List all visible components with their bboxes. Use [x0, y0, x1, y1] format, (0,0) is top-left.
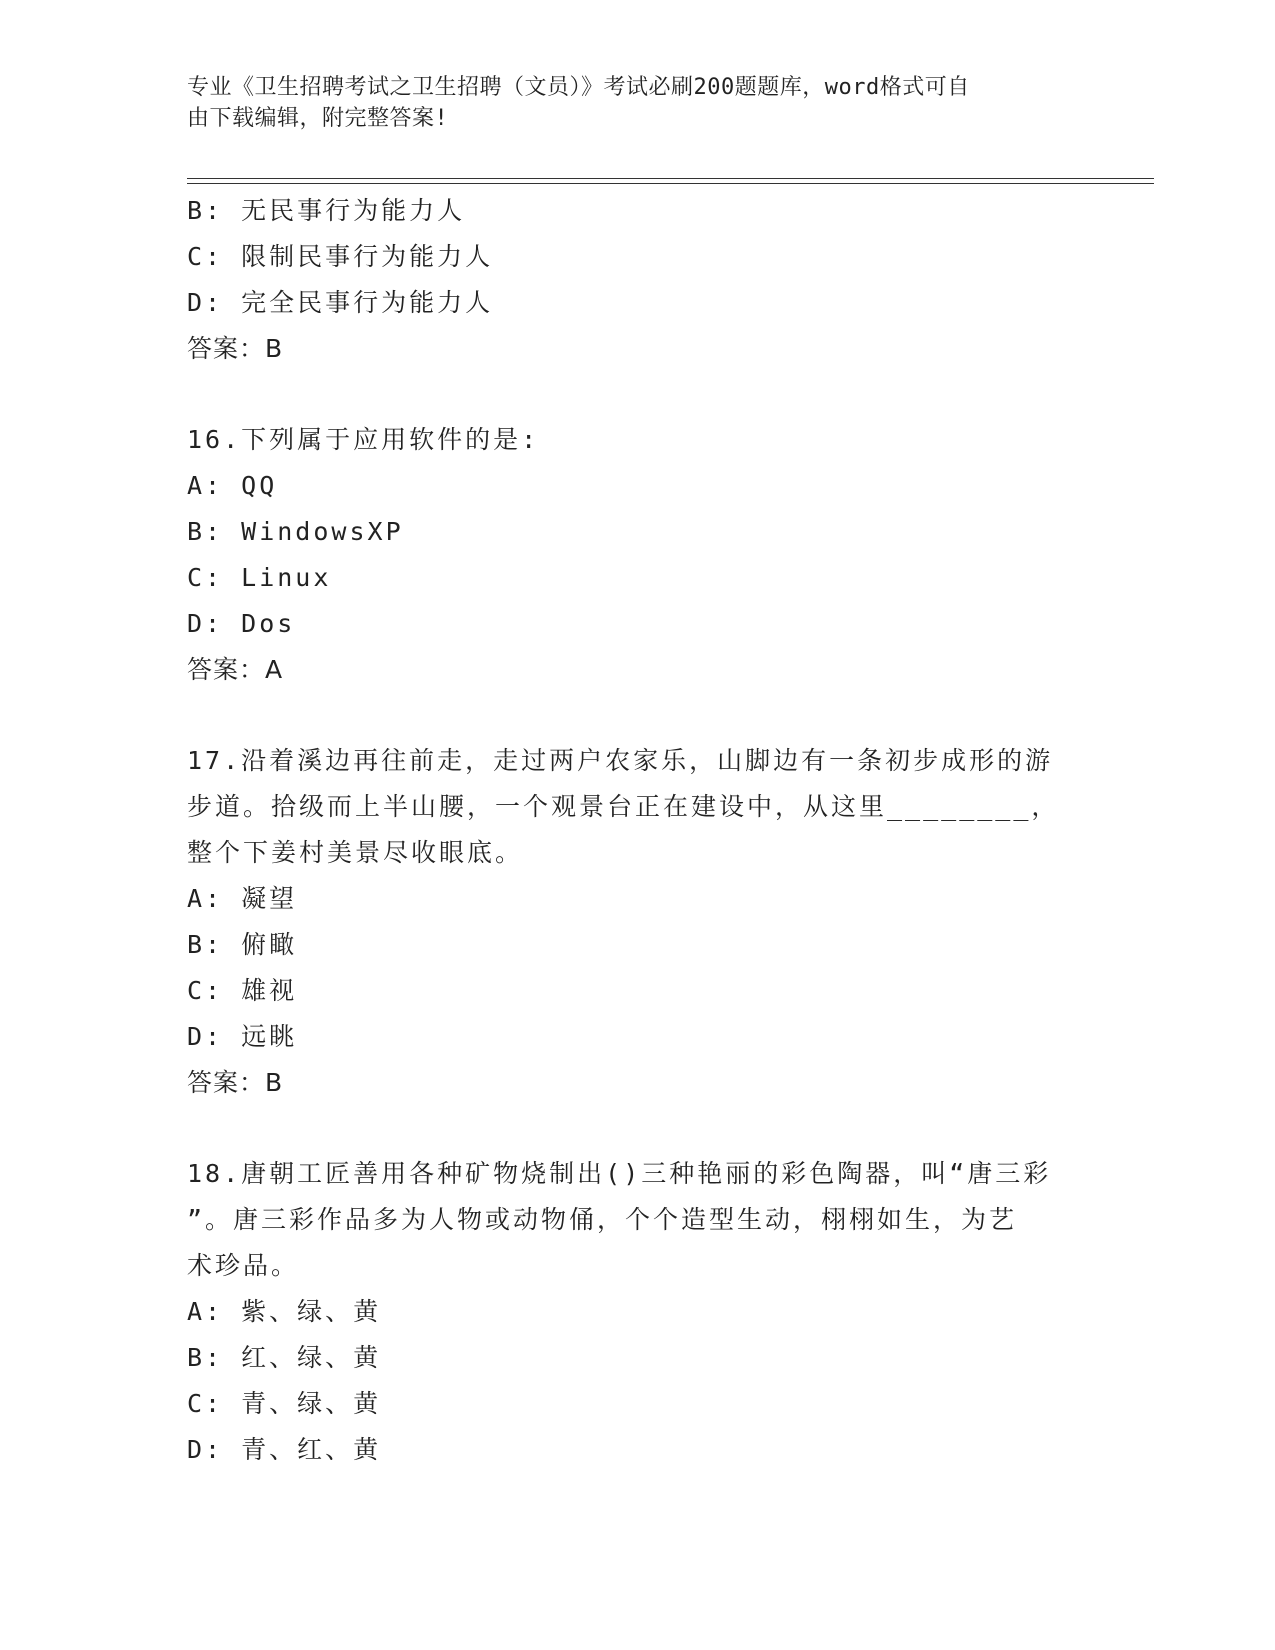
header-line-2: 由下载编辑，附完整答案! [187, 106, 449, 131]
option-b: B: 俯瞰 [187, 930, 298, 959]
option-d: D: Dos [187, 609, 296, 638]
option-c: C: Linux [187, 563, 332, 592]
question-text-line-2: 步道。拾级而上半山腰，一个观景台正在建设中，从这里________， [187, 792, 1060, 821]
answer-line: 答案：A [187, 655, 284, 684]
option-c: C: 雄视 [187, 976, 298, 1005]
option-a: A: QQ [187, 471, 278, 500]
question-text-line-1: 17.沿着溪边再往前走，走过两户农家乐，山脚边有一条初步成形的游 [187, 746, 1054, 775]
option-b: B: WindowsXP [187, 517, 404, 546]
option-d: D: 远眺 [187, 1022, 298, 1051]
header-divider-top [187, 178, 1154, 179]
spacer [187, 372, 1087, 417]
option-a: A: 凝望 [187, 884, 298, 913]
answer-line: 答案：B [187, 334, 284, 363]
option-b: B: 红、绿、黄 [187, 1343, 382, 1372]
option-b: B: 无民事行为能力人 [187, 196, 466, 225]
question-list [187, 188, 1087, 1473]
question-18 [187, 1151, 1087, 1473]
answer-line: 答案：B [187, 1068, 284, 1097]
question-17 [187, 738, 1087, 1106]
option-c: C: 青、绿、黄 [187, 1389, 382, 1418]
option-a: A: 紫、绿、黄 [187, 1297, 382, 1326]
option-c: C: 限制民事行为能力人 [187, 242, 494, 271]
question-text-line-3: 整个下姜村美景尽收眼底。 [187, 838, 524, 867]
question-text-line-3: 术珍品。 [187, 1251, 300, 1280]
document-header [187, 72, 1067, 134]
spacer [187, 693, 1087, 738]
question-text: 16.下列属于应用软件的是: [187, 425, 540, 454]
question-16 [187, 417, 1087, 693]
header-line-1: 专业《卫生招聘考试之卫生招聘（文员）》考试必刷200题题库，word格式可自 [187, 75, 970, 100]
spacer [187, 1106, 1087, 1151]
option-d: D: 完全民事行为能力人 [187, 288, 494, 317]
header-divider-bottom [187, 183, 1154, 184]
question-text-line-2: ”。唐三彩作品多为人物或动物俑，个个造型生动，栩栩如生，为艺 [187, 1205, 1018, 1234]
option-d: D: 青、红、黄 [187, 1435, 382, 1464]
question-text-line-1: 18.唐朝工匠善用各种矿物烧制出()三种艳丽的彩色陶器，叫“唐三彩 [187, 1159, 1052, 1188]
question-15 [187, 188, 1087, 372]
